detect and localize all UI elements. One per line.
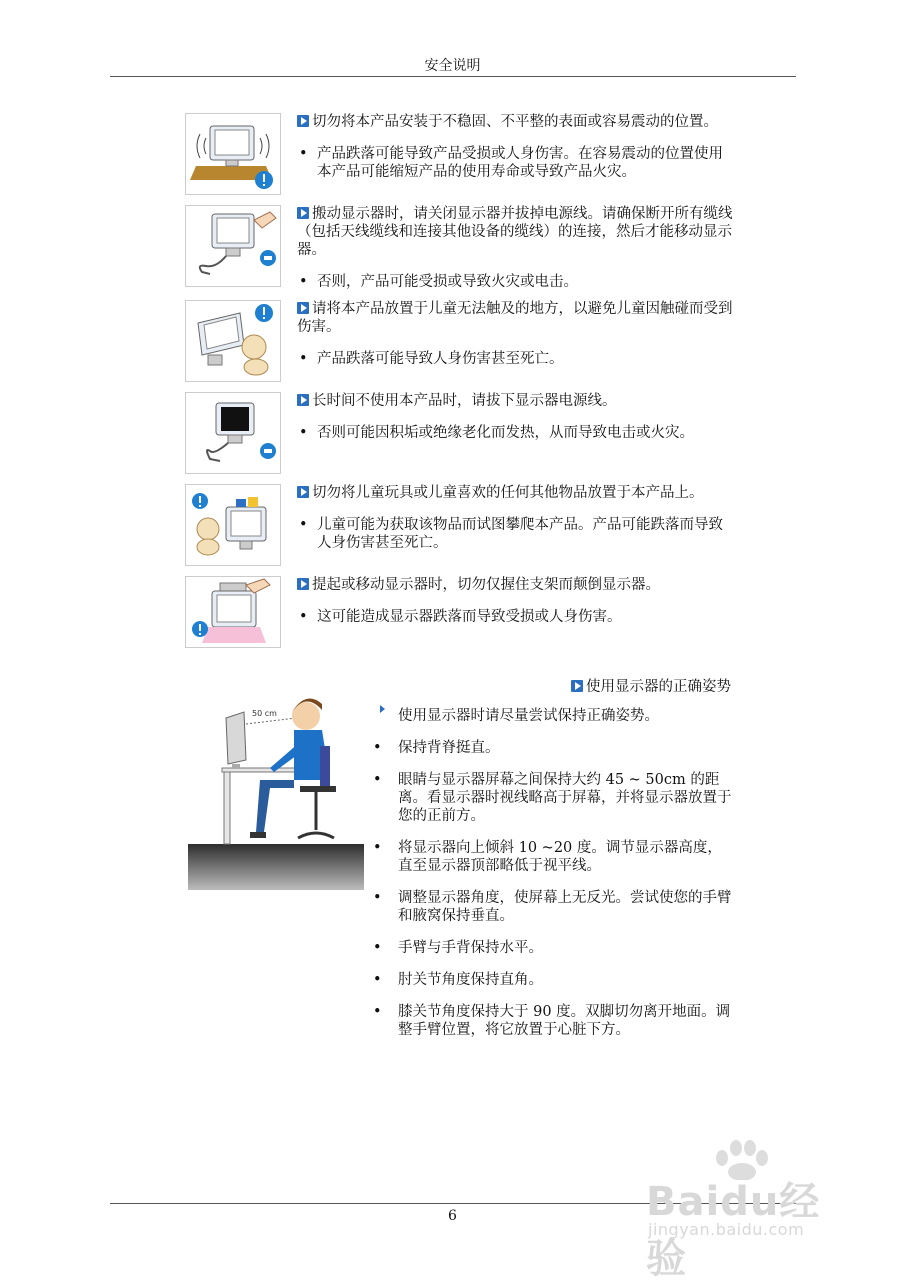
unplug-monitor-illustration (185, 205, 281, 287)
section-bullet: • 产品跌落可能导致人身伤害甚至死亡。 (297, 350, 737, 368)
section-heading: 切勿将本产品安装于不稳固、不平整的表面或容易震动的位置。 (297, 113, 737, 131)
blue-arrow-icon (297, 394, 309, 406)
distance-label: 50 cm (252, 709, 277, 718)
section-heading: 长时间不使用本产品时，请拔下显示器电源线。 (297, 392, 737, 410)
blue-arrow-icon (297, 302, 309, 314)
watermark-logo-text: Baidu经验 (646, 1179, 821, 1282)
blue-arrow-icon (297, 486, 309, 498)
unplugged-monitor-illustration (185, 392, 281, 474)
page-header-title: 安全说明 (424, 58, 481, 74)
section-bullet: • 儿童可能为获取该物品而试图攀爬本产品。产品可能跌落而导致人身伤害甚至死亡。 (297, 516, 737, 552)
section-heading: 切勿将儿童玩具或儿童喜欢的任何其他物品放置于本产品上。 (297, 484, 737, 502)
blue-arrow-icon (297, 207, 309, 219)
blue-arrow-icon (297, 578, 309, 590)
section-heading: 搬动显示器时，请关闭显示器并拔掉电源线。请确保断开所有缆线（包括天线缆线和连接其他设备的缆线）的连接，然后才能移动显示器。 (297, 206, 733, 258)
safety-section-toys-on-product (185, 484, 745, 566)
unstable-surface-illustration (185, 113, 281, 195)
posture-item: • 手臂与手背保持水平。 (370, 939, 732, 957)
toy-on-monitor-illustration (185, 484, 281, 566)
child-near-monitor-illustration (185, 300, 281, 382)
small-arrow-icon (380, 705, 385, 713)
watermark-url: jingyan.baidu.com (648, 1220, 805, 1239)
baidu-watermark (640, 1140, 850, 1282)
posture-item: • 眼睛与显示器屏幕之间保持大约 45 ~ 50cm 的距离。看显示器时视线略高于屏幕，并将显示器放置于您的正前方。 (370, 771, 732, 825)
header-rule (110, 76, 796, 77)
posture-item: • 肘关节角度保持直角。 (370, 971, 732, 989)
section-bullet: • 否则可能因积垢或绝缘老化而发热，从而导致电击或火灾。 (297, 424, 737, 442)
lifting-monitor-illustration (185, 576, 281, 648)
section-heading: 请将本产品放置于儿童无法触及的地方，以避免儿童因触碰而受到伤害。 (297, 301, 733, 335)
safety-section-long-unused (185, 392, 745, 474)
section-bullet: • 产品跌落可能导致产品受损或人身伤害。在容易震动的位置使用本产品可能缩短产品的使用寿命或导致产品火灾。 (297, 145, 737, 181)
safety-section-children-reach (185, 300, 745, 382)
posture-item: • 膝关节角度保持大于 90 度。双脚切勿离开地面。调整手臂位置，将它放置于心脏下方。 (370, 1003, 732, 1039)
section-bullet: • 这可能造成显示器跌落而导致受损或人身伤害。 (297, 608, 737, 626)
posture-item: • 将显示器向上倾斜 10 ~20 度。调节显示器高度，直至显示器顶部略低于视平线。 (370, 839, 732, 875)
section-bullet: • 否则，产品可能受损或导致火灾或电击。 (297, 273, 737, 291)
posture-guidance-list (370, 707, 732, 1039)
safety-section-lifting (185, 576, 745, 648)
blue-arrow-icon (297, 115, 309, 127)
correct-posture-illustration (188, 690, 364, 890)
posture-intro: 使用显示器时请尽量尝试保持正确姿势。 (370, 707, 732, 725)
posture-section-title: 使用显示器的正确姿势 (560, 675, 731, 696)
posture-item: • 保持背脊挺直。 (370, 739, 732, 757)
posture-item: • 调整显示器角度，使屏幕上无反光。尝试使您的手臂和腋窝保持垂直。 (370, 889, 732, 925)
blue-arrow-icon (571, 680, 583, 692)
safety-section-moving-monitor (185, 205, 745, 290)
section-heading: 提起或移动显示器时，切勿仅握住支架而颠倒显示器。 (297, 576, 737, 594)
page-number: 6 (448, 1208, 457, 1224)
safety-section-unstable-surface (185, 113, 745, 195)
